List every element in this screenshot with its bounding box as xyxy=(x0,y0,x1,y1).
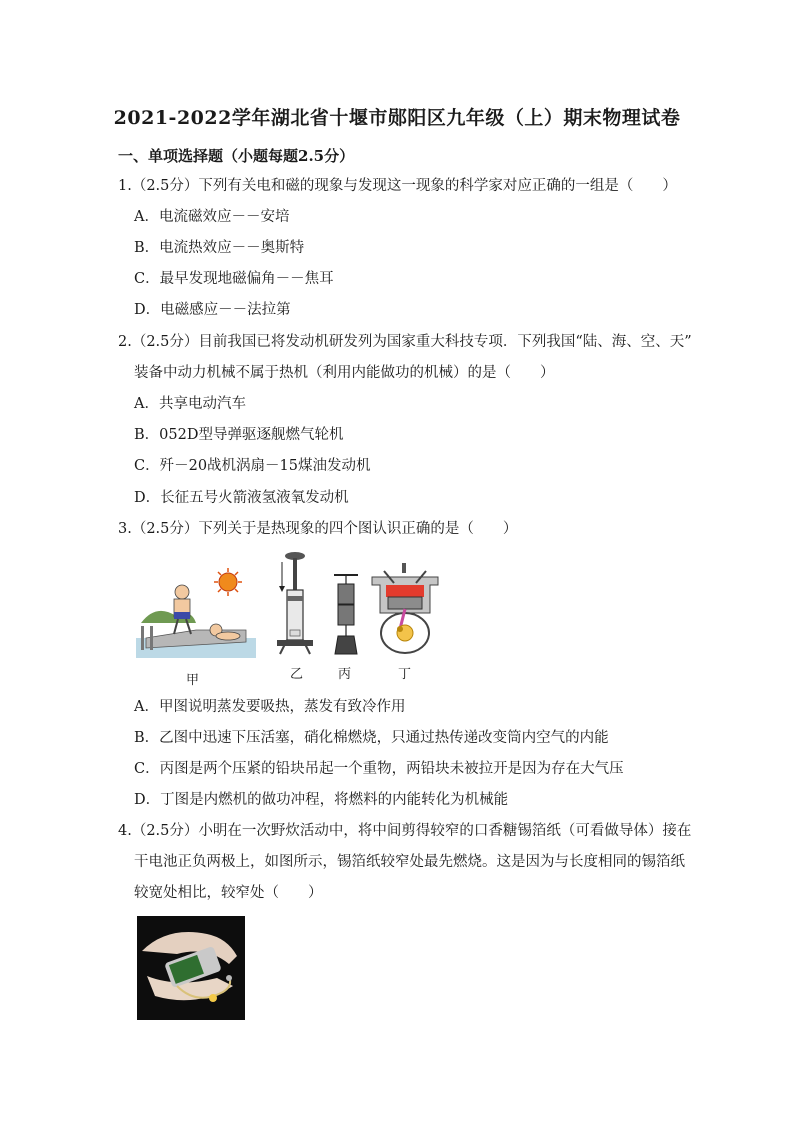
question-2-option-c: C．歼－20战机涡扇－15煤油发动机 xyxy=(134,458,371,474)
section-heading: 一、单项选择题（小题每题2.5分） xyxy=(118,147,355,165)
figure-label-jia: 甲 xyxy=(186,673,200,688)
question-2-option-d: D．长征五号火箭液氢液氧发动机 xyxy=(134,490,349,506)
question-3-option-c: C．丙图是两个压紧的铅块吊起一个重物，两铅块未被拉开是因为存在大气压 xyxy=(134,761,624,777)
figure-jia-evaporation xyxy=(136,568,261,668)
question-3-stem: 3.（2.5分）下列关于是热现象的四个图认识正确的是（ ） xyxy=(118,521,518,537)
question-3-option-a: A．甲图说明蒸发要吸热，蒸发有致冷作用 xyxy=(134,699,406,715)
figure-ding-engine xyxy=(370,563,440,658)
page-title: 2021-2022学年湖北省十堰市郧阳区九年级（上）期末物理试卷 xyxy=(113,107,681,129)
figure-label-yi: 乙 xyxy=(290,667,304,682)
figure-battery-foil-photo xyxy=(137,916,245,1020)
question-2-option-a: A．共享电动汽车 xyxy=(134,396,246,412)
question-3-option-b: B．乙图中迅速下压活塞，硝化棉燃烧，只通过热传递改变筒内空气的内能 xyxy=(134,730,609,746)
question-1-stem: 1.（2.5分）下列有关电和磁的现象与发现这一现象的科学家对应正确的一组是（ ） xyxy=(118,178,677,194)
question-1-option-d: D．电磁感应－－法拉第 xyxy=(134,302,291,318)
question-2-stem-line1: 2.（2.5分）目前我国已将发动机研发列为国家重大科技专项．下列我国“陆、海、空、天” xyxy=(118,334,692,350)
figure-label-ding: 丁 xyxy=(398,667,412,682)
question-2-stem-line2: 装备中动力机械不属于热机（利用内能做功的机械）的是（ ） xyxy=(134,365,555,381)
question-4-stem-line2: 干电池正负两极上，如图所示，锡箔纸较窄处最先燃烧。这是因为与长度相同的锡箔纸 xyxy=(134,854,685,870)
question-2-option-b: B．052D型导弹驱逐舰燃气轮机 xyxy=(134,427,344,443)
question-4-stem-line1: 4.（2.5分）小明在一次野炊活动中，将中间剪得较窄的口香糖锡箔纸（可看做导体）接在 xyxy=(118,823,692,839)
figure-bing-lead-blocks xyxy=(330,572,362,662)
question-3-option-d: D．丁图是内燃机的做功冲程，将燃料的内能转化为机械能 xyxy=(134,792,509,808)
question-1-option-b: B．电流热效应－－奥斯特 xyxy=(134,240,305,256)
figure-label-bing: 丙 xyxy=(338,667,352,682)
question-1-option-c: C．最早发现地磁偏角－－焦耳 xyxy=(134,271,334,287)
question-4-stem-line3: 较宽处相比，较窄处（ ） xyxy=(134,885,323,901)
figure-yi-piston-cylinder xyxy=(272,550,318,660)
question-1-option-a: A．电流磁效应－－安培 xyxy=(134,209,290,225)
